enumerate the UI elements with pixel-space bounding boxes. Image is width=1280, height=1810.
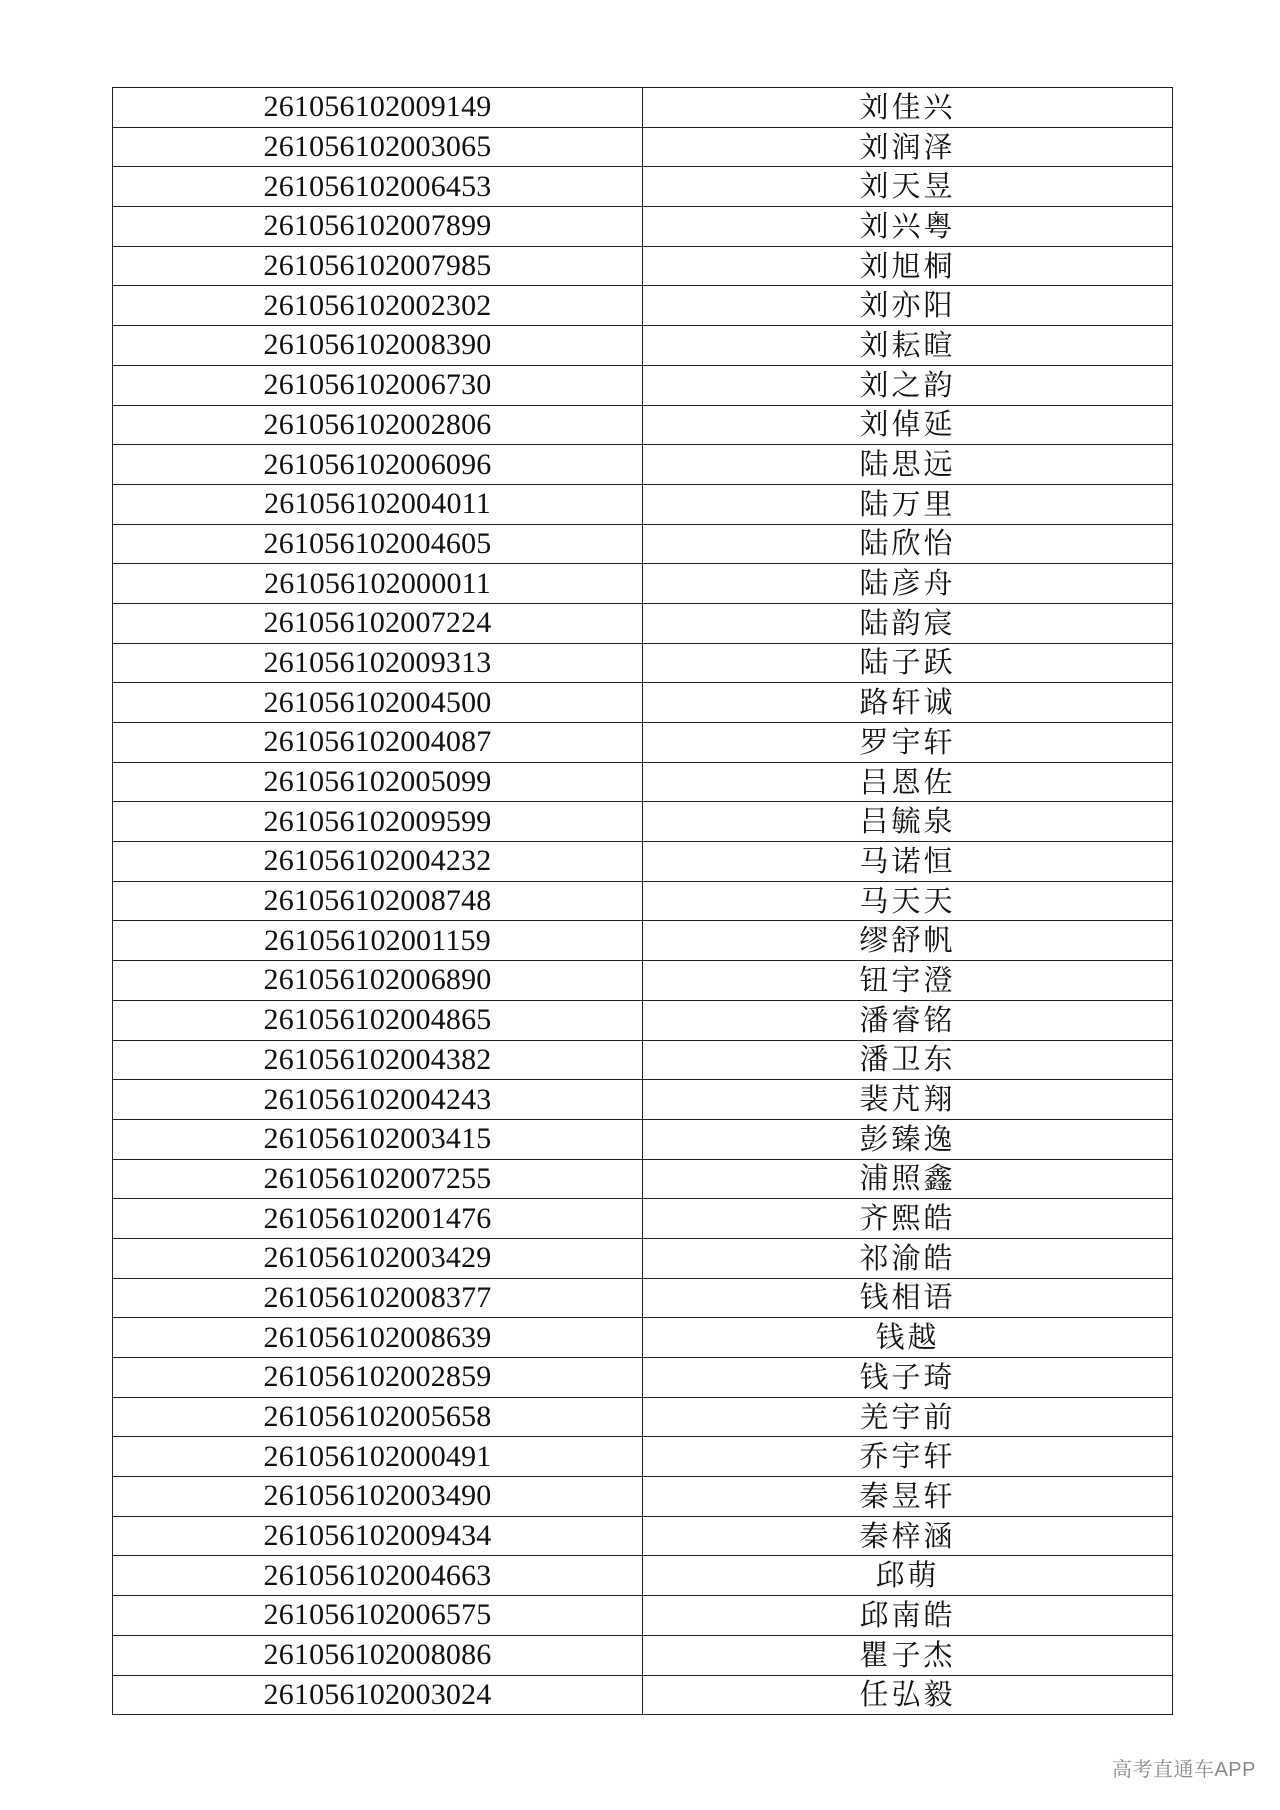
table-row: [113, 405, 1173, 445]
student-name-cell: 陆万里: [643, 484, 1173, 524]
exam-number-cell: 261056102008748: [113, 881, 643, 921]
table-row: [113, 564, 1173, 604]
watermark-text: 高考直通车APP: [1111, 1759, 1256, 1781]
exam-number-cell: 261056102005658: [113, 1397, 643, 1437]
exam-number-cell: 261056102003415: [113, 1119, 643, 1159]
exam-number-cell: 261056102008390: [113, 326, 643, 366]
student-name-cell: 乔宇轩: [643, 1437, 1173, 1477]
student-name-cell: 马诺恒: [643, 842, 1173, 882]
student-name-cell: 缪舒帆: [643, 921, 1173, 961]
student-name-cell: 陆欣怡: [643, 524, 1173, 564]
exam-number-cell: 261056102004663: [113, 1556, 643, 1596]
exam-number-cell: 261056102004605: [113, 524, 643, 564]
table-row: [113, 167, 1173, 207]
exam-number-cell: 261056102003490: [113, 1477, 643, 1517]
student-name-cell: 陆子跃: [643, 643, 1173, 683]
table-row: [113, 1000, 1173, 1040]
exam-number-cell: 261056102009434: [113, 1516, 643, 1556]
student-name-cell: 秦昱轩: [643, 1477, 1173, 1517]
student-name-cell: 邱萌: [643, 1556, 1173, 1596]
table-row: [113, 1159, 1173, 1199]
student-name-cell: 祁渝皓: [643, 1238, 1173, 1278]
exam-number-cell: 261056102002806: [113, 405, 643, 445]
student-name-cell: 罗宇轩: [643, 723, 1173, 763]
table-row: [113, 1635, 1173, 1675]
exam-number-cell: 261056102001159: [113, 921, 643, 961]
exam-number-cell: 261056102009313: [113, 643, 643, 683]
exam-number-cell: 261056102007899: [113, 207, 643, 247]
exam-number-cell: 261056102008639: [113, 1318, 643, 1358]
table-row: [113, 88, 1173, 128]
student-name-cell: 邱南皓: [643, 1596, 1173, 1636]
exam-number-cell: 261056102002859: [113, 1358, 643, 1398]
student-name-cell: 刘润泽: [643, 127, 1173, 167]
exam-number-cell: 261056102003429: [113, 1238, 643, 1278]
student-name-cell: 马天天: [643, 881, 1173, 921]
exam-number-cell: 261056102000011: [113, 564, 643, 604]
exam-number-cell: 261056102004243: [113, 1080, 643, 1120]
student-name-cell: 彭臻逸: [643, 1119, 1173, 1159]
student-name-cell: 吕恩佐: [643, 762, 1173, 802]
table-body: [113, 88, 1173, 1715]
candidate-list-table: [112, 87, 1173, 1715]
exam-number-cell: 261056102004500: [113, 683, 643, 723]
table-row: [113, 286, 1173, 326]
exam-number-cell: 261056102007985: [113, 246, 643, 286]
table-row: [113, 207, 1173, 247]
table-row: [113, 1596, 1173, 1636]
student-name-cell: 刘佳兴: [643, 88, 1173, 128]
table-row: [113, 1675, 1173, 1715]
exam-number-cell: 261056102003065: [113, 127, 643, 167]
table-row: [113, 603, 1173, 643]
exam-number-cell: 261056102002302: [113, 286, 643, 326]
table-row: [113, 1477, 1173, 1517]
student-name-cell: 潘卫东: [643, 1040, 1173, 1080]
exam-number-cell: 261056102006453: [113, 167, 643, 207]
student-name-cell: 钱相语: [643, 1278, 1173, 1318]
exam-number-cell: 261056102004011: [113, 484, 643, 524]
student-name-cell: 陆韵宸: [643, 603, 1173, 643]
student-name-cell: 路轩诚: [643, 683, 1173, 723]
table-row: [113, 1318, 1173, 1358]
table-row: [113, 1199, 1173, 1239]
table-row: [113, 842, 1173, 882]
table-row: [113, 127, 1173, 167]
exam-number-cell: 261056102004865: [113, 1000, 643, 1040]
exam-number-cell: 261056102006730: [113, 365, 643, 405]
student-name-cell: 钱子琦: [643, 1358, 1173, 1398]
exam-number-cell: 261056102006890: [113, 961, 643, 1001]
table-row: [113, 1278, 1173, 1318]
exam-number-cell: 261056102007224: [113, 603, 643, 643]
table-row: [113, 1397, 1173, 1437]
student-name-cell: 刘亦阳: [643, 286, 1173, 326]
student-name-cell: 羌宇前: [643, 1397, 1173, 1437]
table-row: [113, 881, 1173, 921]
student-name-cell: 钮宇澄: [643, 961, 1173, 1001]
table-row: [113, 961, 1173, 1001]
exam-number-cell: 261056102009599: [113, 802, 643, 842]
exam-number-cell: 261056102008377: [113, 1278, 643, 1318]
table-row: [113, 762, 1173, 802]
student-name-cell: 吕毓泉: [643, 802, 1173, 842]
exam-number-cell: 261056102003024: [113, 1675, 643, 1715]
exam-number-cell: 261056102001476: [113, 1199, 643, 1239]
student-name-cell: 刘旭桐: [643, 246, 1173, 286]
student-name-cell: 秦梓涵: [643, 1516, 1173, 1556]
student-name-cell: 陆彦舟: [643, 564, 1173, 604]
table-row: [113, 921, 1173, 961]
table-row: [113, 1119, 1173, 1159]
student-name-cell: 齐熙皓: [643, 1199, 1173, 1239]
student-name-cell: 任弘毅: [643, 1675, 1173, 1715]
table-row: [113, 643, 1173, 683]
student-name-cell: 刘耘暄: [643, 326, 1173, 366]
table-row: [113, 1437, 1173, 1477]
student-name-cell: 钱越: [643, 1318, 1173, 1358]
exam-number-cell: 261056102005099: [113, 762, 643, 802]
student-name-cell: 浦照鑫: [643, 1159, 1173, 1199]
student-name-cell: 刘倬延: [643, 405, 1173, 445]
student-name-cell: 陆思远: [643, 445, 1173, 485]
table-row: [113, 1358, 1173, 1398]
table-row: [113, 326, 1173, 366]
table-row: [113, 723, 1173, 763]
table-row: [113, 1040, 1173, 1080]
exam-number-cell: 261056102006096: [113, 445, 643, 485]
table-row: [113, 246, 1173, 286]
table-row: [113, 1516, 1173, 1556]
exam-number-cell: 261056102007255: [113, 1159, 643, 1199]
exam-number-cell: 261056102008086: [113, 1635, 643, 1675]
exam-number-cell: 261056102000491: [113, 1437, 643, 1477]
exam-number-cell: 261056102006575: [113, 1596, 643, 1636]
student-name-cell: 刘之韵: [643, 365, 1173, 405]
table-row: [113, 683, 1173, 723]
table-row: [113, 365, 1173, 405]
student-name-cell: 潘睿铭: [643, 1000, 1173, 1040]
table-row: [113, 484, 1173, 524]
table-row: [113, 1238, 1173, 1278]
student-name-cell: 刘兴粤: [643, 207, 1173, 247]
table-row: [113, 1080, 1173, 1120]
table-row: [113, 524, 1173, 564]
table-row: [113, 802, 1173, 842]
exam-number-cell: 261056102004087: [113, 723, 643, 763]
table-row: [113, 445, 1173, 485]
student-name-cell: 裴芃翔: [643, 1080, 1173, 1120]
exam-number-cell: 261056102009149: [113, 88, 643, 128]
student-name-cell: 瞿子杰: [643, 1635, 1173, 1675]
student-name-cell: 刘天昱: [643, 167, 1173, 207]
table-row: [113, 1556, 1173, 1596]
exam-number-cell: 261056102004382: [113, 1040, 643, 1080]
exam-number-cell: 261056102004232: [113, 842, 643, 882]
